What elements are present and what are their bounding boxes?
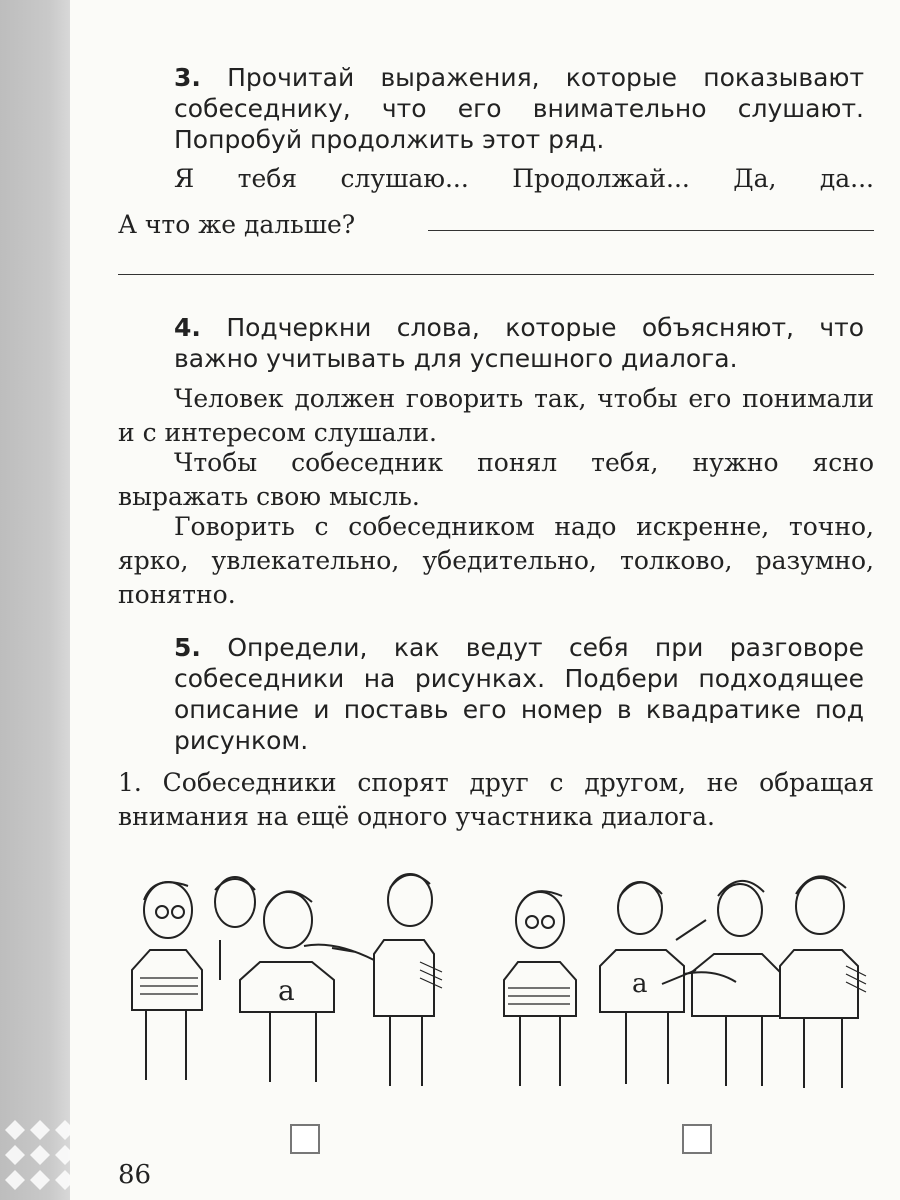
task4-paragraph-2[interactable]: Чтобы собеседник понял тебя, нужно ясно выражать свою мысль. <box>118 448 874 511</box>
ornament-pattern <box>0 1120 70 1200</box>
task3-text: Прочитай выражения, которые показывают собеседнику, что его внимательно слушают. Попробуй продолжить этот ряд. <box>174 63 865 154</box>
task5-heading <box>174 632 864 756</box>
task5-option-1: 1. Собеседники спорят друг с другом, не обращая внимания на ещё одного участника диалога. <box>118 768 874 831</box>
task5-number: 5. <box>174 633 201 662</box>
task3-question: А что же дальше? <box>118 210 356 239</box>
page-number: 86 <box>118 1160 152 1190</box>
answer-box-right[interactable] <box>682 1124 712 1154</box>
task3-number: 3. <box>174 63 201 92</box>
illustration-right-group <box>490 870 880 1090</box>
task4-paragraph-3[interactable]: Говорить с собеседником надо искренне, точно, ярко, увлекательно, убедительно, толково, разумно, понятно. <box>118 512 874 609</box>
svg-text:a: a <box>278 974 295 1007</box>
task4-number: 4. <box>174 313 201 342</box>
answer-box-left[interactable] <box>290 1124 320 1154</box>
page <box>70 0 900 1200</box>
svg-text:a: a <box>632 969 648 999</box>
answer-line-1[interactable] <box>428 230 874 231</box>
task3-phrases: Я тебя слушаю... Продолжай... Да, да... <box>174 164 874 193</box>
answer-line-2[interactable] <box>118 274 874 275</box>
task4-text: Подчеркни слова, которые объясняют, что важно учитывать для успешного диалога. <box>174 313 864 373</box>
task3-heading <box>174 62 864 155</box>
side-strip <box>0 0 70 1200</box>
task4-paragraph-1[interactable]: Человек должен говорить так, чтобы его понимали и с интересом слушали. <box>118 384 874 447</box>
task4-heading <box>174 312 864 374</box>
task5-text: Определи, как ведут себя при разговоре собеседники на рисунках. Подбери подходящее описание и поставь его номер в квадратике под рисунком. <box>174 633 864 755</box>
illustration-left-group <box>120 870 460 1090</box>
